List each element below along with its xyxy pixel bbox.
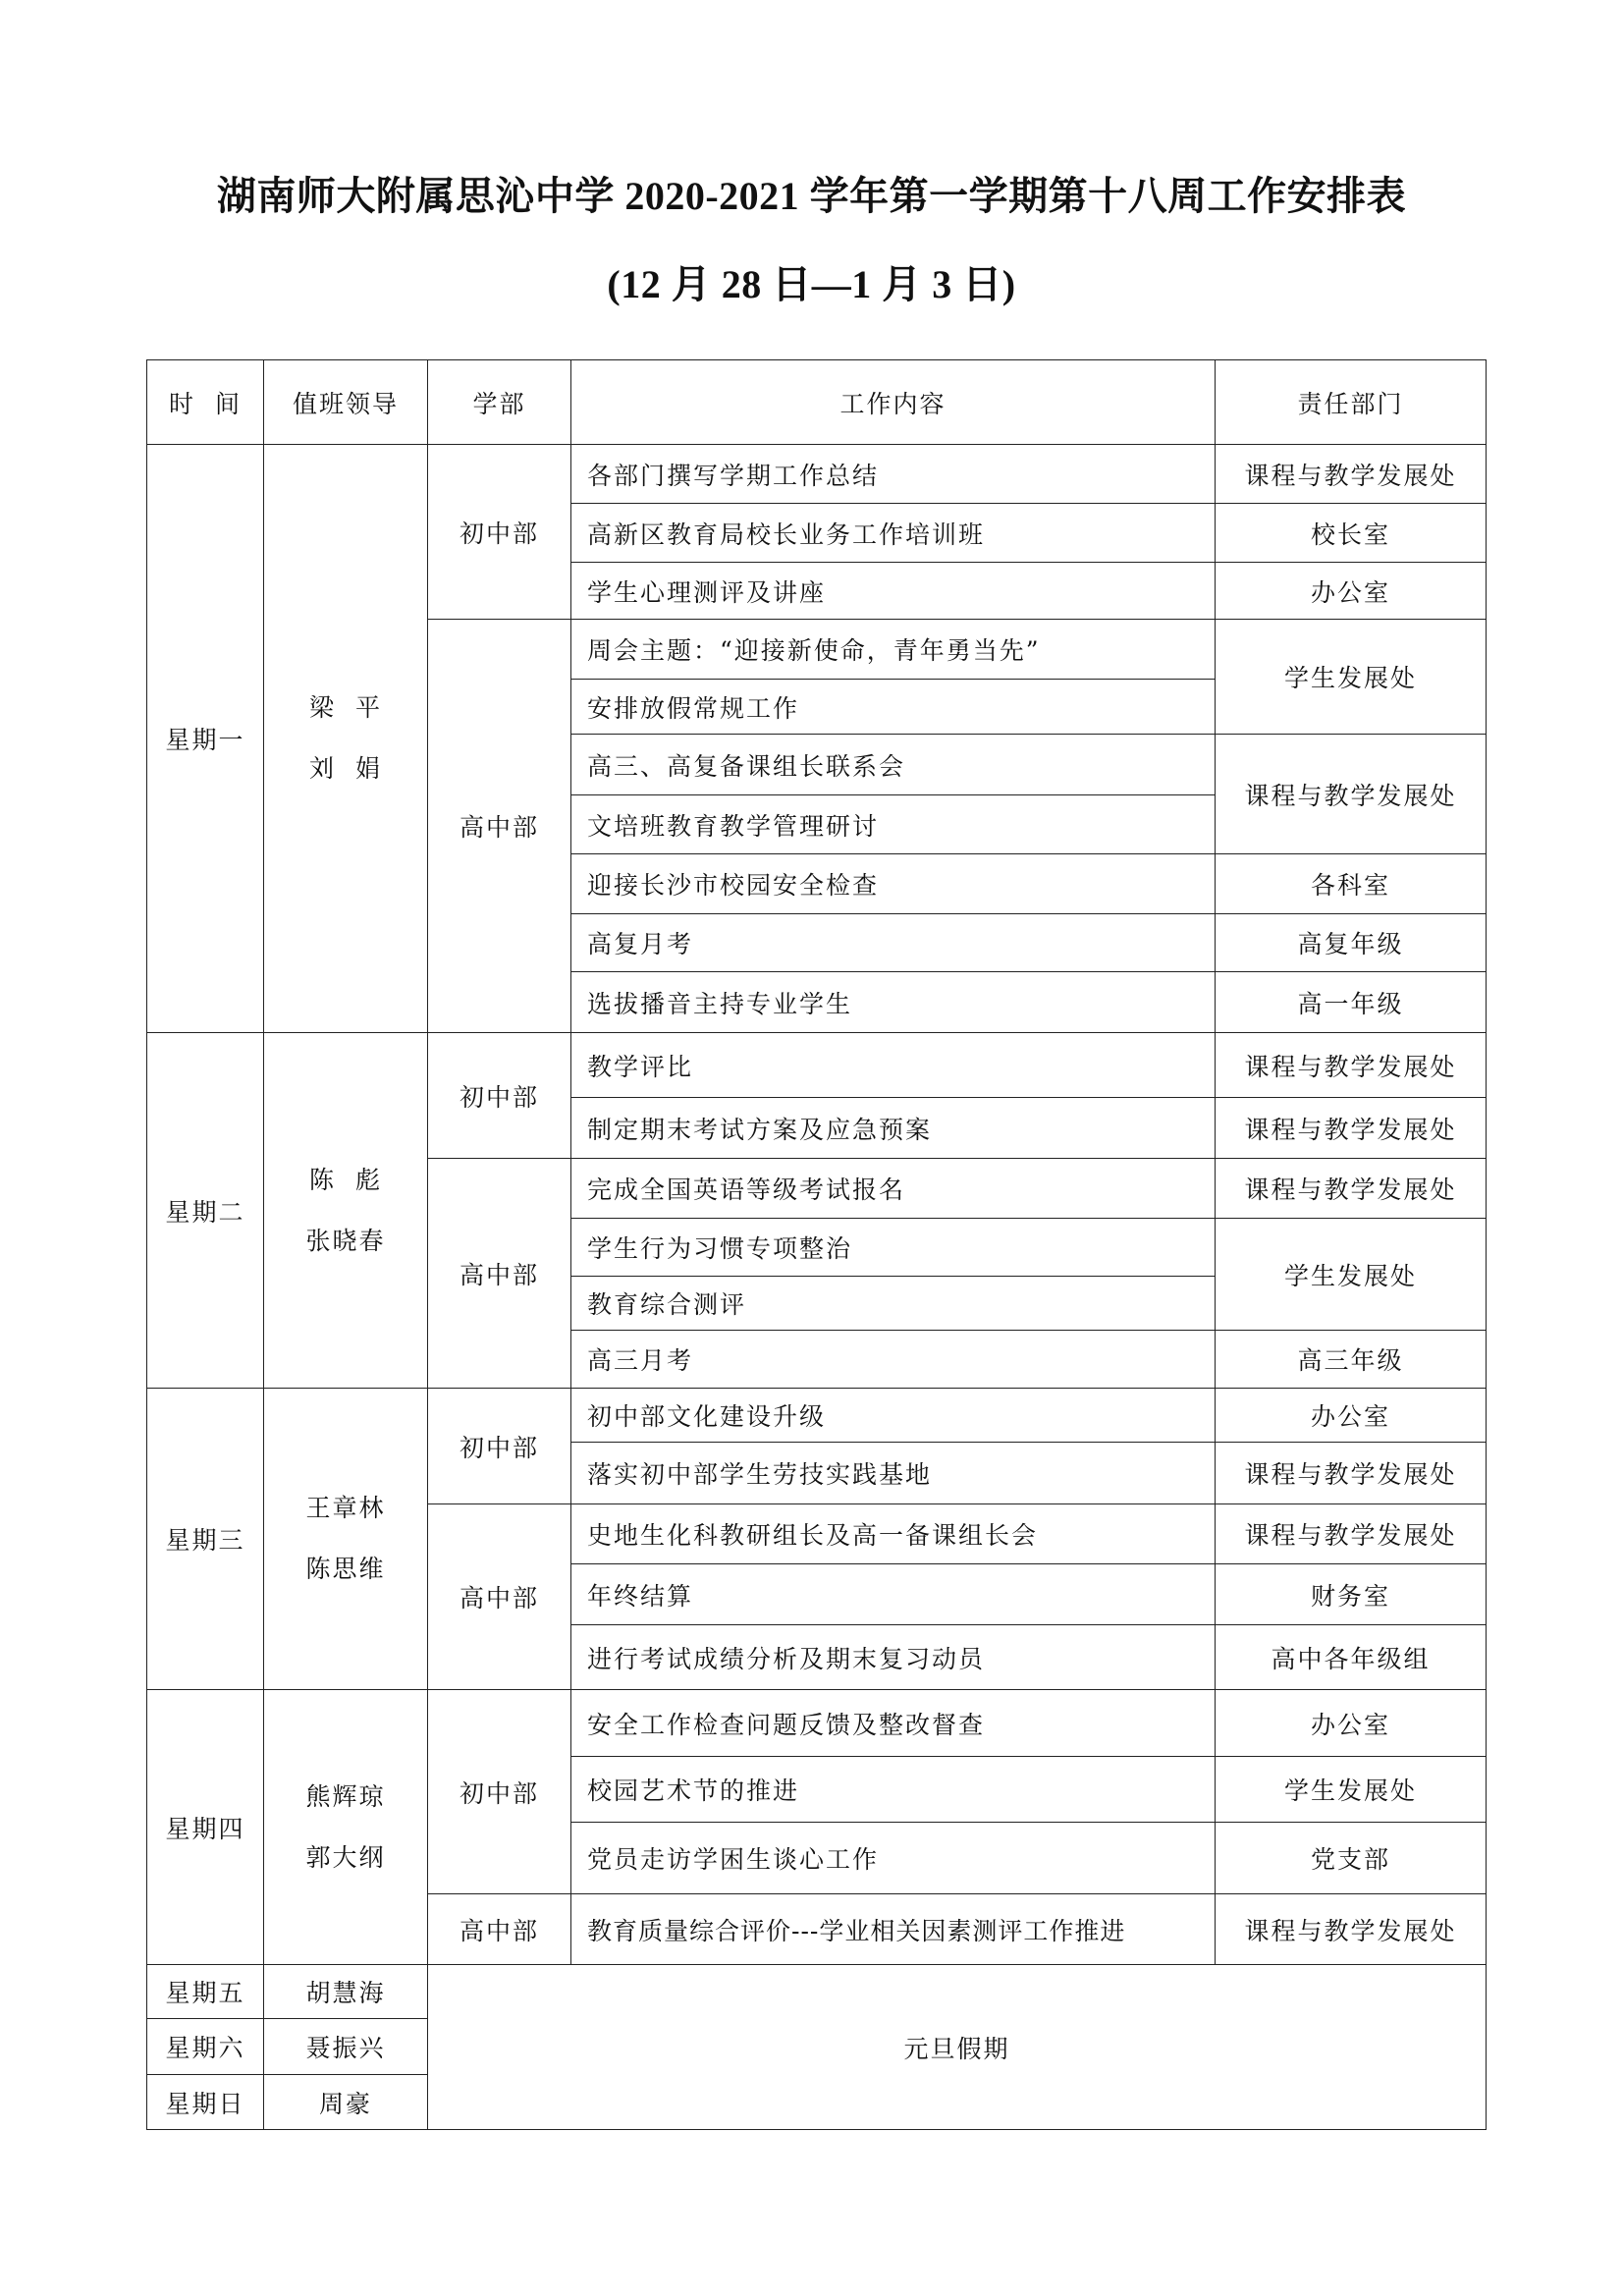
task-dept: 高一年级 [1216, 972, 1487, 1033]
task-dept: 校长室 [1216, 504, 1487, 563]
leader-name: 熊辉琼 [305, 1781, 386, 1811]
table-row [147, 1389, 1487, 1443]
header-section: 学部 [428, 360, 571, 445]
task-content: 进行考试成绩分析及期末复习动员 [571, 1625, 1216, 1690]
table-row [147, 1690, 1487, 1757]
section-cell: 初中部 [428, 1033, 571, 1159]
task-content: 史地生化科教研组长及高一备课组长会 [571, 1504, 1216, 1564]
leader-cell-monday [264, 445, 428, 1033]
task-content: 高三月考 [571, 1331, 1216, 1389]
header-dept: 责任部门 [1216, 360, 1487, 445]
task-content: 高新区教育局校长业务工作培训班 [571, 504, 1216, 563]
task-content: 高三、高复备课组长联系会 [571, 735, 1216, 795]
task-content: 学生心理测评及讲座 [571, 563, 1216, 620]
leader-name: 刘 娟 [309, 754, 382, 783]
task-dept: 课程与教学发展处 [1216, 1894, 1487, 1965]
task-content: 选拔播音主持专业学生 [571, 972, 1216, 1033]
leader-cell-thursday [264, 1690, 428, 1965]
leader-name: 张晓春 [305, 1226, 386, 1255]
leader-cell-wednesday [264, 1389, 428, 1690]
task-content: 学生行为习惯专项整治 [571, 1219, 1216, 1277]
task-dept: 学生发展处 [1216, 1757, 1487, 1823]
section-cell: 初中部 [428, 445, 571, 620]
header-content: 工作内容 [571, 360, 1216, 445]
leader-name: 陈 彪 [309, 1165, 382, 1194]
task-dept: 财务室 [1216, 1564, 1487, 1625]
task-content: 教学评比 [571, 1033, 1216, 1098]
task-content: 周会主题：“迎接新使命，青年勇当先” [571, 620, 1216, 680]
task-content: 文培班教育教学管理研讨 [571, 795, 1216, 854]
task-dept: 课程与教学发展处 [1216, 1033, 1487, 1098]
section-cell: 高中部 [428, 620, 571, 1033]
task-content: 党员走访学困生谈心工作 [571, 1823, 1216, 1894]
leader-name: 梁 平 [309, 693, 382, 722]
leader-cell-sunday: 周豪 [264, 2075, 428, 2130]
leader-name: 郭大纲 [305, 1842, 386, 1872]
day-cell-tuesday: 星期二 [147, 1033, 264, 1389]
day-cell-monday: 星期一 [147, 445, 264, 1033]
leader-cell-friday: 胡慧海 [264, 1965, 428, 2019]
task-dept: 课程与教学发展处 [1216, 1504, 1487, 1564]
holiday-note: 元旦假期 [428, 1965, 1487, 2130]
section-cell: 初中部 [428, 1389, 571, 1504]
schedule-table [146, 359, 1487, 2130]
leader-name: 陈思维 [305, 1555, 386, 1583]
task-content: 迎接长沙市校园安全检查 [571, 854, 1216, 914]
task-content: 高复月考 [571, 914, 1216, 972]
task-dept: 课程与教学发展处 [1216, 1098, 1487, 1159]
task-content: 安排放假常规工作 [571, 680, 1216, 735]
day-cell-thursday: 星期四 [147, 1690, 264, 1965]
day-cell-sunday: 星期日 [147, 2075, 264, 2130]
page-title: 湖南师大附属思沁中学 2020-2021 学年第一学期第十八周工作安排表 [216, 174, 1407, 218]
task-dept: 课程与教学发展处 [1216, 445, 1487, 504]
task-dept: 课程与教学发展处 [1216, 735, 1487, 854]
task-content: 落实初中部学生劳技实践基地 [571, 1443, 1216, 1504]
section-cell: 高中部 [428, 1504, 571, 1690]
header-row [147, 360, 1487, 445]
task-content: 各部门撰写学期工作总结 [571, 445, 1216, 504]
section-cell: 高中部 [428, 1159, 571, 1389]
task-content: 教育综合测评 [571, 1277, 1216, 1331]
task-dept: 办公室 [1216, 1690, 1487, 1757]
task-dept: 办公室 [1216, 563, 1487, 620]
task-content: 完成全国英语等级考试报名 [571, 1159, 1216, 1219]
header-leader: 值班领导 [264, 360, 428, 445]
task-content: 年终结算 [571, 1564, 1216, 1625]
task-dept: 党支部 [1216, 1823, 1487, 1894]
leader-cell-tuesday [264, 1033, 428, 1389]
page-subtitle: (12 月 28 日—1 月 3 日) [607, 262, 1016, 306]
task-dept: 课程与教学发展处 [1216, 1159, 1487, 1219]
task-dept: 学生发展处 [1216, 1219, 1487, 1331]
header-time: 时 间 [147, 360, 264, 445]
task-dept: 课程与教学发展处 [1216, 1443, 1487, 1504]
table-row [147, 1033, 1487, 1098]
task-dept: 办公室 [1216, 1389, 1487, 1443]
task-content: 初中部文化建设升级 [571, 1389, 1216, 1443]
day-cell-saturday: 星期六 [147, 2019, 264, 2075]
task-content: 校园艺术节的推进 [571, 1757, 1216, 1823]
table-row [147, 445, 1487, 504]
task-content: 制定期末考试方案及应急预案 [571, 1098, 1216, 1159]
task-content: 安全工作检查问题反馈及整改督查 [571, 1690, 1216, 1757]
task-dept: 各科室 [1216, 854, 1487, 914]
section-cell: 初中部 [428, 1690, 571, 1894]
section-cell: 高中部 [428, 1894, 571, 1965]
day-cell-wednesday: 星期三 [147, 1389, 264, 1690]
leader-cell-saturday: 聂振兴 [264, 2019, 428, 2075]
leader-name: 王章林 [305, 1494, 386, 1522]
task-content: 教育质量综合评价---学业相关因素测评工作推进 [571, 1894, 1216, 1965]
task-dept: 高中各年级组 [1216, 1625, 1487, 1690]
task-dept: 高复年级 [1216, 914, 1487, 972]
table-row [147, 1965, 1487, 2019]
task-dept: 高三年级 [1216, 1331, 1487, 1389]
day-cell-friday: 星期五 [147, 1965, 264, 2019]
task-dept: 学生发展处 [1216, 620, 1487, 735]
